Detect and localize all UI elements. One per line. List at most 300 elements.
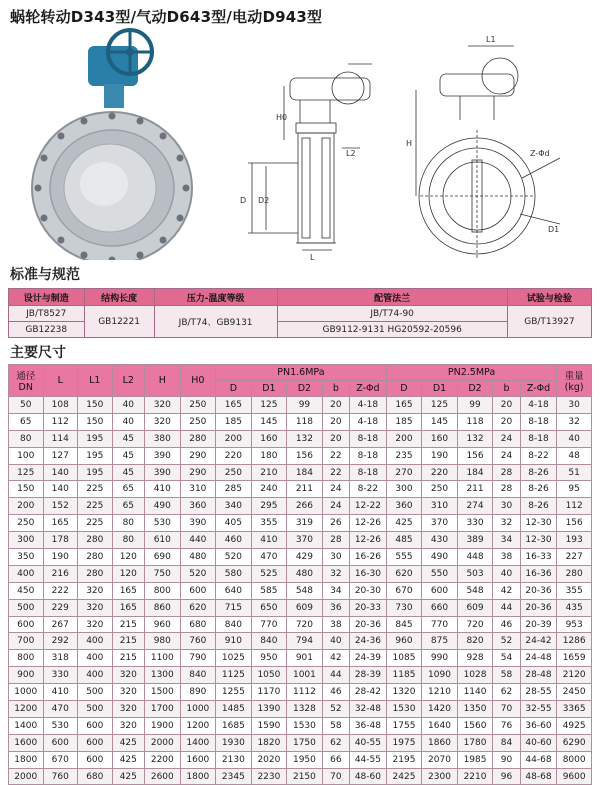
table-cell: 389 (457, 532, 493, 549)
table-cell: 20 (322, 413, 349, 430)
table-cell: 24 (493, 430, 520, 447)
table-cell: 193 (557, 532, 592, 549)
table-cell: 1755 (386, 717, 422, 734)
table-cell: 700 (9, 633, 44, 650)
table-cell: 270 (386, 464, 422, 481)
table-cell: 165 (216, 397, 252, 414)
table-cell: 820 (457, 633, 493, 650)
table-cell: 28-42 (350, 684, 387, 701)
header-pn25-b: b (493, 381, 520, 397)
table-cell: 65 (9, 413, 44, 430)
table-cell: 310 (180, 481, 216, 498)
table-cell: 215 (112, 616, 144, 633)
table-cell: 235 (386, 447, 422, 464)
table-cell: 720 (287, 616, 323, 633)
table-row (9, 667, 592, 684)
table-cell: 1500 (145, 684, 181, 701)
table-cell: 36-60 (520, 717, 557, 734)
header-pn16-d2: D2 (287, 381, 323, 397)
table-cell: 4-18 (350, 413, 387, 430)
table-cell: 1659 (557, 650, 592, 667)
table-cell: 20-30 (350, 582, 387, 599)
table-cell: 800 (145, 582, 181, 599)
table-cell: 240 (251, 481, 287, 498)
table-cell: 840 (180, 667, 216, 684)
table-cell: 20 (493, 413, 520, 430)
table-cell: 448 (457, 549, 493, 566)
table-cell: 430 (422, 532, 458, 549)
table-cell: 1200 (9, 701, 44, 718)
table-cell: 76 (493, 717, 520, 734)
std-length: GB12221 (84, 306, 154, 338)
header-pn25-d2: D2 (457, 381, 493, 397)
table-cell: 99 (457, 397, 493, 414)
table-cell: 320 (145, 413, 181, 430)
table-cell: 267 (43, 616, 78, 633)
table-cell: 184 (287, 464, 323, 481)
table-cell: 1930 (216, 734, 252, 751)
std-flange-1: JB/T74-90 (277, 306, 507, 322)
table-cell: 70 (322, 768, 349, 785)
table-cell: 108 (43, 397, 78, 414)
table-row (9, 532, 592, 549)
table-cell: 165 (112, 582, 144, 599)
table-cell: 1985 (457, 751, 493, 768)
table-cell: 20 (322, 397, 349, 414)
table-cell: 20-36 (350, 616, 387, 633)
table-cell: 1028 (457, 667, 493, 684)
table-cell: 280 (180, 430, 216, 447)
table-cell: 140 (43, 464, 78, 481)
header-l: L (43, 365, 78, 397)
table-cell: 953 (557, 616, 592, 633)
table-cell: 2600 (145, 768, 181, 785)
table-cell: 1700 (145, 701, 181, 718)
table-cell: 150 (9, 481, 44, 498)
table-cell: 1025 (216, 650, 252, 667)
table-cell: 36 (322, 599, 349, 616)
table-cell: 715 (216, 599, 252, 616)
table-cell: 12-30 (520, 515, 557, 532)
table-cell: 1860 (422, 734, 458, 751)
table-cell: 36-48 (350, 717, 387, 734)
table-cell: 1975 (386, 734, 422, 751)
table-cell: 65 (112, 498, 144, 515)
table-cell: 320 (78, 616, 113, 633)
table-cell: 690 (145, 549, 181, 566)
table-cell: 200 (9, 498, 44, 515)
label-l1: L1 (486, 35, 496, 44)
table-cell: 156 (457, 447, 493, 464)
table-cell: 40 (322, 633, 349, 650)
table-cell: 300 (386, 481, 422, 498)
table-cell: 1085 (386, 650, 422, 667)
table-cell: 460 (216, 532, 252, 549)
table-cell: 125 (251, 397, 287, 414)
header-l1: L1 (78, 365, 113, 397)
table-cell: 44 (493, 599, 520, 616)
table-cell: 1600 (180, 751, 216, 768)
table-cell: 320 (78, 599, 113, 616)
table-cell: 1255 (216, 684, 252, 701)
table-cell: 319 (287, 515, 323, 532)
table-cell: 480 (180, 549, 216, 566)
table-cell: 520 (180, 565, 216, 582)
table-cell: 40 (112, 413, 144, 430)
table-cell: 390 (145, 447, 181, 464)
table-cell: 180 (251, 447, 287, 464)
table-row (9, 633, 592, 650)
table-cell: 840 (216, 616, 252, 633)
table-cell: 680 (78, 768, 113, 785)
table-cell: 320 (78, 582, 113, 599)
table-cell: 225 (78, 515, 113, 532)
table-cell: 4-18 (350, 397, 387, 414)
table-cell: 400 (78, 650, 113, 667)
table-cell: 440 (180, 532, 216, 549)
table-cell: 990 (422, 650, 458, 667)
table-cell: 195 (78, 447, 113, 464)
table-cell: 555 (386, 549, 422, 566)
table-cell: 32 (557, 413, 592, 430)
table-cell: 145 (251, 413, 287, 430)
table-cell: 84 (493, 734, 520, 751)
table-cell: 48-68 (520, 768, 557, 785)
table-cell: 32 (322, 565, 349, 582)
table-cell: 2230 (251, 768, 287, 785)
table-cell: 225 (78, 498, 113, 515)
table-cell: 290 (180, 464, 216, 481)
table-cell: 48-60 (350, 768, 387, 785)
table-cell: 285 (216, 481, 252, 498)
table-cell: 200 (216, 430, 252, 447)
table-cell: 280 (78, 532, 113, 549)
table-cell: 2345 (216, 768, 252, 785)
table-cell: 295 (251, 498, 287, 515)
table-cell: 45 (112, 430, 144, 447)
table-cell: 125 (9, 464, 44, 481)
table-cell: 165 (43, 515, 78, 532)
table-cell: 222 (43, 582, 78, 599)
table-cell: 210 (251, 464, 287, 481)
table-cell: 12-30 (520, 532, 557, 549)
table-cell: 20 (322, 430, 349, 447)
table-cell: 500 (78, 701, 113, 718)
table-cell: 360 (386, 498, 422, 515)
header-pn16-d: D (216, 381, 252, 397)
table-cell: 250 (180, 397, 216, 414)
table-cell: 1950 (287, 751, 323, 768)
table-cell: 250 (216, 464, 252, 481)
table-cell: 12-22 (350, 498, 387, 515)
table-cell: 290 (180, 447, 216, 464)
table-cell: 30 (493, 498, 520, 515)
table-cell: 42 (493, 582, 520, 599)
table-cell: 118 (457, 413, 493, 430)
table-cell: 58 (493, 667, 520, 684)
table-cell: 38 (493, 549, 520, 566)
table-cell: 195 (78, 430, 113, 447)
table-cell: 2020 (251, 751, 287, 768)
table-cell: 190 (43, 549, 78, 566)
table-cell: 2450 (557, 684, 592, 701)
table-cell: 1685 (216, 717, 252, 734)
table-cell: 45 (112, 464, 144, 481)
table-cell: 400 (9, 565, 44, 582)
table-cell: 280 (78, 565, 113, 582)
table-cell: 40 (112, 397, 144, 414)
table-cell: 220 (216, 447, 252, 464)
table-cell: 435 (557, 599, 592, 616)
table-cell: 24 (493, 447, 520, 464)
label-h: H (406, 139, 413, 148)
std-header-pressure: 压力-温度等级 (154, 289, 277, 306)
table-cell: 380 (145, 430, 181, 447)
table-cell: 225 (78, 481, 113, 498)
valve-figure (0, 28, 600, 260)
table-cell: 660 (422, 599, 458, 616)
table-cell: 160 (422, 430, 458, 447)
table-cell: 250 (9, 515, 44, 532)
table-cell: 2000 (145, 734, 181, 751)
table-cell: 70 (493, 701, 520, 718)
table-cell: 425 (386, 515, 422, 532)
table-cell: 910 (216, 633, 252, 650)
table-cell: 4-18 (520, 397, 557, 414)
table-cell: 600 (9, 616, 44, 633)
label-bolt: Z-Φd (530, 149, 550, 158)
table-cell: 40 (557, 430, 592, 447)
table-cell: 370 (422, 515, 458, 532)
table-cell: 280 (557, 565, 592, 582)
header-weight: 重量 (kg) (557, 365, 592, 397)
table-cell: 150 (78, 397, 113, 414)
table-cell: 1800 (9, 751, 44, 768)
table-cell: 16-33 (520, 549, 557, 566)
table-cell: 770 (251, 616, 287, 633)
table-cell: 1750 (287, 734, 323, 751)
table-cell: 1800 (180, 768, 216, 785)
table-cell: 1185 (386, 667, 422, 684)
table-row (9, 464, 592, 481)
table-cell: 1560 (457, 717, 493, 734)
table-cell: 1820 (251, 734, 287, 751)
std-header-design: 设计与制造 (9, 289, 85, 306)
table-cell: 800 (9, 650, 44, 667)
table-cell: 1210 (422, 684, 458, 701)
valve-photo (8, 30, 213, 260)
table-row (9, 734, 592, 751)
table-cell: 34 (322, 582, 349, 599)
table-cell: 1350 (457, 701, 493, 718)
table-cell: 425 (112, 768, 144, 785)
table-cell: 410 (43, 684, 78, 701)
table-cell: 274 (457, 498, 493, 515)
table-cell: 2425 (386, 768, 422, 785)
table-row (9, 565, 592, 582)
table-cell: 470 (43, 701, 78, 718)
table-cell: 24 (322, 498, 349, 515)
table-row (9, 413, 592, 430)
table-cell: 1286 (557, 633, 592, 650)
header-pn16-b: b (322, 381, 349, 397)
table-cell: 2000 (9, 768, 44, 785)
table-cell: 310 (422, 498, 458, 515)
table-cell: 145 (422, 413, 458, 430)
table-cell: 490 (422, 549, 458, 566)
table-cell: 292 (43, 633, 78, 650)
table-cell: 184 (457, 464, 493, 481)
table-cell: 80 (112, 515, 144, 532)
table-cell: 750 (145, 565, 181, 582)
table-cell: 320 (112, 701, 144, 718)
table-cell: 550 (422, 565, 458, 582)
table-cell: 860 (145, 599, 181, 616)
std-design-1: JB/T8527 (9, 306, 85, 322)
table-cell: 120 (112, 549, 144, 566)
table-cell: 28-55 (520, 684, 557, 701)
table-cell: 330 (457, 515, 493, 532)
table-cell: 156 (287, 447, 323, 464)
table-cell: 215 (112, 633, 144, 650)
table-cell: 928 (457, 650, 493, 667)
table-cell: 520 (216, 549, 252, 566)
header-pn25-zd: Z-Φd (520, 381, 557, 397)
table-cell: 44 (322, 667, 349, 684)
table-cell: 38 (322, 616, 349, 633)
std-test: GB/T13927 (507, 306, 591, 338)
table-cell: 16-26 (350, 549, 387, 566)
label-d1: D1 (548, 225, 560, 234)
std-pressure: JB/T74、GB9131 (154, 306, 277, 338)
table-cell: 600 (78, 717, 113, 734)
table-cell: 8-26 (520, 498, 557, 515)
header-pn16: PN1.6MPa (216, 365, 387, 381)
table-cell: 280 (78, 549, 113, 566)
table-cell: 370 (287, 532, 323, 549)
table-cell: 24-36 (350, 633, 387, 650)
table-cell: 760 (180, 633, 216, 650)
table-cell: 429 (287, 549, 323, 566)
table-cell: 30 (322, 549, 349, 566)
table-cell: 28 (493, 464, 520, 481)
table-cell: 1530 (287, 717, 323, 734)
table-cell: 548 (287, 582, 323, 599)
table-cell: 185 (386, 413, 422, 430)
table-cell: 425 (112, 751, 144, 768)
table-cell: 42 (322, 650, 349, 667)
table-cell: 32-48 (350, 701, 387, 718)
table-cell: 28 (322, 532, 349, 549)
table-cell: 9600 (557, 768, 592, 785)
table-cell: 211 (287, 481, 323, 498)
table-cell: 500 (9, 599, 44, 616)
table-cell: 50 (9, 397, 44, 414)
table-cell: 178 (43, 532, 78, 549)
table-cell: 28 (493, 481, 520, 498)
table-cell: 22 (322, 447, 349, 464)
table-cell: 8-22 (350, 481, 387, 498)
table-cell: 390 (180, 515, 216, 532)
table-cell: 890 (180, 684, 216, 701)
table-cell: 24-42 (520, 633, 557, 650)
table-cell: 96 (493, 768, 520, 785)
header-pn25: PN2.5MPa (386, 365, 557, 381)
table-cell: 127 (43, 447, 78, 464)
table-cell: 8-26 (520, 464, 557, 481)
table-cell: 1300 (145, 667, 181, 684)
table-cell: 1400 (9, 717, 44, 734)
table-cell: 1530 (386, 701, 422, 718)
table-cell: 132 (287, 430, 323, 447)
table-cell: 480 (287, 565, 323, 582)
table-cell: 190 (422, 447, 458, 464)
table-cell: 1600 (9, 734, 44, 751)
table-cell: 132 (457, 430, 493, 447)
table-row (9, 599, 592, 616)
table-cell: 400 (78, 633, 113, 650)
std-flange-2: GB9112-9131 HG20592-20596 (277, 322, 507, 338)
table-cell: 100 (9, 447, 44, 464)
label-d: D (240, 196, 247, 205)
table-cell: 200 (386, 430, 422, 447)
table-cell: 320 (112, 717, 144, 734)
table-cell: 770 (422, 616, 458, 633)
header-pn16-d1: D1 (251, 381, 287, 397)
header-dn: 通径 DN (9, 365, 44, 397)
table-cell: 140 (43, 481, 78, 498)
table-row (9, 498, 592, 515)
table-cell: 46 (322, 684, 349, 701)
table-cell: 8-18 (520, 413, 557, 430)
table-cell: 20 (493, 397, 520, 414)
table-cell: 90 (493, 751, 520, 768)
table-cell: 600 (78, 751, 113, 768)
table-cell: 227 (557, 549, 592, 566)
table-cell: 2070 (422, 751, 458, 768)
table-row (9, 430, 592, 447)
table-cell: 1320 (386, 684, 422, 701)
table-cell: 318 (43, 650, 78, 667)
table-cell: 720 (457, 616, 493, 633)
table-cell: 24-39 (350, 650, 387, 667)
table-cell: 1100 (145, 650, 181, 667)
table-cell: 525 (251, 565, 287, 582)
table-cell: 3365 (557, 701, 592, 718)
table-cell: 112 (43, 413, 78, 430)
std-header-flange: 配管法兰 (277, 289, 507, 306)
table-cell: 1000 (9, 684, 44, 701)
dimensions-title: 主要尺寸 (10, 345, 66, 361)
table-cell: 600 (78, 734, 113, 751)
table-cell: 22 (322, 464, 349, 481)
table-cell: 66 (322, 751, 349, 768)
table-cell: 405 (216, 515, 252, 532)
table-cell: 58 (322, 717, 349, 734)
table-cell: 1140 (457, 684, 493, 701)
table-cell: 600 (43, 734, 78, 751)
table-cell: 160 (251, 430, 287, 447)
table-cell: 609 (457, 599, 493, 616)
table-cell: 530 (145, 515, 181, 532)
table-cell: 266 (287, 498, 323, 515)
table-cell: 620 (180, 599, 216, 616)
table-row (9, 447, 592, 464)
table-cell: 840 (251, 633, 287, 650)
table-cell: 112 (557, 498, 592, 515)
table-cell: 216 (43, 565, 78, 582)
table-cell: 12-26 (350, 532, 387, 549)
